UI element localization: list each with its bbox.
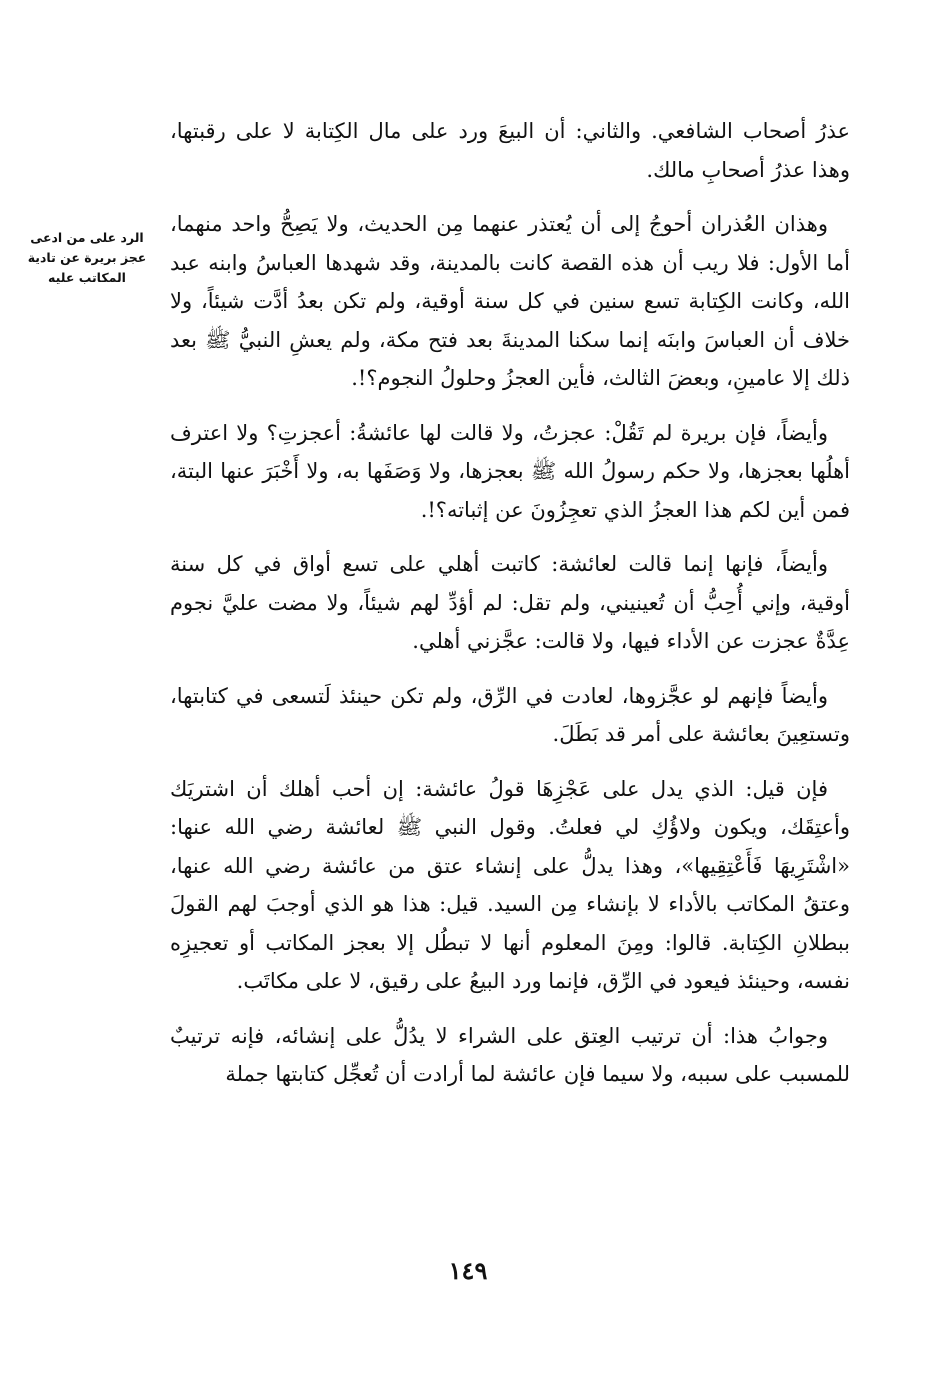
paragraph-1: عذرُ أصحاب الشافعي. والثاني: أن البيعَ ورد على مال الكِتابة لا على رقبتها، وهذا عذرُ أصحابِ مالك.	[170, 119, 850, 182]
paragraph-4: وأيضاً، فإنها إنما قالت لعائشة: كاتبت أهلي على تسع أواق في كل سنة أوقية، وإني أُحِبُّ أن تُعينيني، ولم تقل: لم أؤدِّ لهم شيئاً، ولا مضت عليَّ نجوم عِدَّةٌ عجزت عن الأداء فيها، ولا قالت: عجَّزني أهلي.	[170, 552, 850, 653]
paragraph-3: وأيضاً، فإن بريرة لم تَقُلْ: عجزتُ، ولا قالت لها عائشةُ: أعجزتِ؟ ولا اعترف أهلُها بعجزها، ولا حكم رسولُ الله ﷺ بعجزها، ولا وَصَفَها به، ولا أَخْبَرَ عنها البتة، فمن أين لكم هذا العجزُ الذي تعجِزُونَ عن إثباته؟!.	[170, 420, 850, 522]
paragraph-6: فإن قيل: الذي يدل على عَجْزِهَا قولُ عائشة: إن أحب أهلك أن اشتريَك وأعتِقَك، ويكون ولاؤُكِ لي فعلتُ. وقول النبي ﷺ لعائشة رضي الله عنها: «اشْتَرِيهَا فَأَعْتِقِيها»، وهذا يدلُّ على إنشاء عتق من عائشة رضي الله عنها، وعتقُ المكاتب بالأداء لا بإنشاء مِن السيد. قيل: هذا هو الذي أوجبَ لهم القولَ ببطلانِ الكِتابة. قالوا: ومِنَ المعلوم أنها لا تبطُل إلا بعجز المكاتب أو تعجيزِه نفسه، وحينئذ فيعود في الرِّق، فإنما ورد البيعُ على رقيق، لا على مكاتَب.	[170, 776, 850, 993]
main-text	[170, 112, 850, 1110]
paragraph-7: وجوابُ هذا: أن ترتيب العِتق على الشراء لا يدُلُّ على إنشائه، فإنه ترتيبٌ للمسبب على سببه، ولا سيما فإن عائشة لما أرادت أن تُعجِّل كتابتها جملة	[170, 1023, 850, 1086]
margin-note: الرد على من ادعى عجز بريرة عن تادية المكاتب عليه	[27, 230, 147, 285]
paragraph-5: وأيضاً فإنهم لو عجَّزوها، لعادت في الرِّق، ولم تكن حينئذ لَتسعى في كتابتها، وتستعِينَ بعائشة على أمر قد بَطَلَ.	[170, 683, 850, 746]
paragraph-2: وهذان العُذران أحوجُ إلى أن يُعتذر عنهما مِن الحديث، ولا يَصِحُّ واحد منهما، أما الأول: فلا ريب أن هذه القصة كانت بالمدينة، وقد شهدها العباسُ وابنه عبد الله، وكانت الكِتابة تسع سنين في كل سنة أوقية، ولم تكن بعدُ أدَّت شيئاً، ولا خلاف أن العباسَ وابنَه إنما سكنا المدينةَ بعد فتح مكة، ولم يعشِ النبيُّ ﷺ بعد ذلك إلا عامينِ، وبعضَ الثالث، فأين العجزُ وحلولُ النجوم؟!.	[170, 212, 850, 390]
page-number: ١٤٩	[448, 1256, 488, 1285]
